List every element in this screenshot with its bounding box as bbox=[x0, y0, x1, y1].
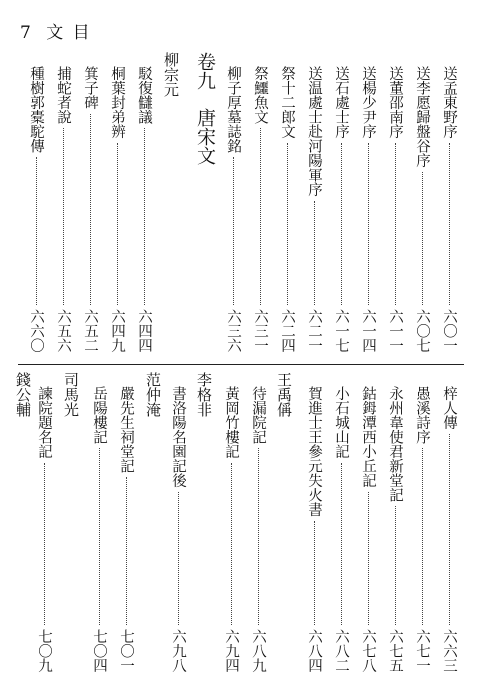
toc-entry bbox=[384, 372, 406, 672]
entry-title: 永州韋使君新堂記 bbox=[387, 386, 403, 502]
volume-heading bbox=[190, 52, 216, 352]
dot-leader bbox=[449, 434, 450, 625]
dot-leader bbox=[178, 492, 179, 625]
toc-entry-row bbox=[330, 66, 352, 352]
dot-leader bbox=[287, 143, 288, 305]
dot-leader bbox=[422, 172, 423, 305]
toc-entry-row bbox=[303, 386, 325, 672]
toc-entry bbox=[303, 372, 325, 672]
dot-leader bbox=[99, 448, 100, 625]
entry-title: 小石城山記 bbox=[333, 386, 349, 459]
dot-leader bbox=[233, 157, 234, 305]
toc-entry-row bbox=[303, 66, 325, 352]
toc-entry-row bbox=[411, 66, 433, 352]
entry-title: 祭十二郎文 bbox=[279, 66, 295, 139]
toc-entry bbox=[330, 52, 352, 352]
entry-title: 桐葉封弟辨 bbox=[109, 66, 125, 139]
entry-title: 送孟東野序 bbox=[441, 66, 457, 139]
entry-page-number: 六三一 bbox=[252, 308, 268, 352]
toc-entry-row bbox=[33, 386, 55, 672]
toc-entry bbox=[411, 52, 433, 352]
entry-page-number: 七〇九 bbox=[36, 628, 52, 672]
dot-leader bbox=[395, 143, 396, 305]
dot-leader bbox=[341, 463, 342, 625]
toc-entry bbox=[247, 372, 269, 672]
toc-entry-row bbox=[133, 66, 155, 352]
entry-title: 愚溪詩序 bbox=[414, 386, 430, 444]
dot-leader bbox=[44, 463, 45, 625]
volume-number: 卷九 bbox=[194, 52, 216, 90]
entry-page-number: 六二一 bbox=[306, 308, 322, 352]
toc-entry bbox=[25, 52, 47, 352]
toc-entry-row bbox=[52, 66, 74, 352]
author-heading: 錢公輔 bbox=[14, 372, 32, 417]
entry-title: 待漏院記 bbox=[250, 386, 266, 444]
toc-entry bbox=[133, 52, 155, 352]
page-number: 7 bbox=[20, 23, 33, 43]
entry-page-number: 六〇一 bbox=[441, 308, 457, 352]
toc-entry-row bbox=[106, 66, 128, 352]
toc-entry-row bbox=[438, 66, 460, 352]
author-heading: 王禹偁 bbox=[275, 372, 293, 417]
dot-leader bbox=[258, 448, 259, 625]
toc-entry-row bbox=[411, 386, 433, 672]
toc-entry bbox=[220, 372, 242, 672]
entry-title: 賀進士王參元失火書 bbox=[306, 386, 322, 517]
toc-entry-row bbox=[276, 66, 298, 352]
entry-page-number: 六五二 bbox=[82, 308, 98, 352]
dot-leader bbox=[314, 521, 315, 625]
toc-entry bbox=[115, 372, 137, 672]
entry-title: 書洛陽名園記後 bbox=[170, 386, 186, 488]
entry-title: 捕蛇者說 bbox=[55, 66, 71, 124]
dot-leader bbox=[117, 143, 118, 305]
entry-title: 祭鱷魚文 bbox=[252, 66, 268, 124]
dot-leader bbox=[368, 143, 369, 305]
entry-page-number: 六四四 bbox=[136, 308, 152, 352]
entry-title: 柳子厚墓誌銘 bbox=[225, 66, 241, 153]
page-header bbox=[20, 18, 92, 43]
entry-title: 送石處士序 bbox=[333, 66, 349, 139]
toc-entry-row bbox=[167, 386, 189, 672]
toc-entry bbox=[411, 372, 433, 672]
entry-page-number: 六五六 bbox=[55, 308, 71, 352]
entry-title: 鈷鉧潭西小丘記 bbox=[360, 386, 376, 488]
dot-leader bbox=[126, 477, 127, 625]
dot-leader bbox=[449, 143, 450, 305]
entry-page-number: 六八二 bbox=[333, 628, 349, 672]
entry-title: 駁復讎議 bbox=[136, 66, 152, 124]
toc-entry-row bbox=[357, 386, 379, 672]
toc-entry-row bbox=[79, 66, 101, 352]
toc-entry bbox=[276, 52, 298, 352]
dot-leader bbox=[231, 463, 232, 625]
dot-leader bbox=[422, 448, 423, 625]
dot-leader bbox=[36, 157, 37, 305]
entry-page-number: 七〇四 bbox=[91, 628, 107, 672]
entry-page-number: 六〇七 bbox=[414, 308, 430, 352]
entry-page-number: 六一七 bbox=[333, 308, 349, 352]
toc-entry bbox=[33, 372, 55, 672]
toc-entry bbox=[88, 372, 110, 672]
dot-leader bbox=[341, 143, 342, 305]
dot-leader bbox=[395, 506, 396, 625]
toc-entry bbox=[303, 52, 325, 352]
dot-leader bbox=[144, 128, 145, 305]
entry-page-number: 六四九 bbox=[109, 308, 125, 352]
entry-title: 諫院題名記 bbox=[36, 386, 52, 459]
entry-page-number: 六七一 bbox=[414, 628, 430, 672]
toc-entry bbox=[52, 52, 74, 352]
toc-entry bbox=[357, 372, 379, 672]
toc-lower-section bbox=[14, 372, 464, 672]
entry-page-number: 六二四 bbox=[279, 308, 295, 352]
entry-page-number: 六九八 bbox=[170, 628, 186, 672]
toc-entry-row bbox=[384, 66, 406, 352]
entry-title: 岳陽樓記 bbox=[91, 386, 107, 444]
toc-entry bbox=[106, 52, 128, 352]
entry-page-number: 七〇一 bbox=[118, 628, 134, 672]
dot-leader bbox=[63, 128, 64, 305]
toc-entry-row bbox=[222, 66, 244, 352]
entry-title: 送温處士赴河陽軍序 bbox=[306, 66, 322, 197]
entry-title: 黃岡竹樓記 bbox=[223, 386, 239, 459]
entry-page-number: 六六三 bbox=[441, 628, 457, 672]
volume-dynasty: 唐宋文 bbox=[194, 108, 216, 165]
entry-title: 送董邵南序 bbox=[387, 66, 403, 139]
entry-page-number: 六八九 bbox=[250, 628, 266, 672]
author-heading: 李格非 bbox=[195, 372, 213, 417]
dot-leader bbox=[314, 201, 315, 305]
section-divider bbox=[18, 364, 464, 365]
dot-leader bbox=[368, 492, 369, 625]
toc-entry-row bbox=[438, 386, 460, 672]
entry-title: 送李愿歸盤谷序 bbox=[414, 66, 430, 168]
toc-entry bbox=[438, 372, 460, 672]
entry-title: 送楊少尹序 bbox=[360, 66, 376, 139]
toc-entry-row bbox=[357, 66, 379, 352]
toc-entry bbox=[222, 52, 244, 352]
toc-entry bbox=[79, 52, 101, 352]
toc-entry-row bbox=[88, 386, 110, 672]
dot-leader bbox=[260, 128, 261, 305]
author-heading: 司馬光 bbox=[62, 372, 80, 417]
entry-page-number: 六七八 bbox=[360, 628, 376, 672]
entry-title: 嚴先生祠堂記 bbox=[118, 386, 134, 473]
entry-page-number: 六三六 bbox=[225, 308, 241, 352]
author-heading: 柳宗元 bbox=[162, 52, 180, 97]
toc-entry-row bbox=[384, 386, 406, 672]
toc-entry-row bbox=[220, 386, 242, 672]
toc-entry bbox=[249, 52, 271, 352]
entry-page-number: 六一一 bbox=[387, 308, 403, 352]
entry-title: 種樹郭橐駝傳 bbox=[28, 66, 44, 153]
toc-entry-row bbox=[330, 386, 352, 672]
toc-entry bbox=[384, 52, 406, 352]
entry-page-number: 六九四 bbox=[223, 628, 239, 672]
entry-title: 箕子碑 bbox=[82, 66, 98, 110]
toc-entry bbox=[357, 52, 379, 352]
entry-page-number: 六六〇 bbox=[28, 308, 44, 352]
toc-entry-row bbox=[249, 66, 271, 352]
toc-entry-row bbox=[247, 386, 269, 672]
toc-entry bbox=[167, 372, 189, 672]
entry-page-number: 六八四 bbox=[306, 628, 322, 672]
toc-entry-row bbox=[115, 386, 137, 672]
toc-upper-section bbox=[18, 52, 464, 352]
entry-page-number: 六一四 bbox=[360, 308, 376, 352]
toc-entry bbox=[330, 372, 352, 672]
entry-page-number: 六七五 bbox=[387, 628, 403, 672]
page-title: 文 目 bbox=[46, 23, 92, 43]
dot-leader bbox=[90, 114, 91, 305]
toc-entry-row bbox=[25, 66, 47, 352]
entry-title: 梓人傳 bbox=[441, 386, 457, 430]
author-heading: 范仲淹 bbox=[144, 372, 162, 417]
toc-entry bbox=[438, 52, 460, 352]
